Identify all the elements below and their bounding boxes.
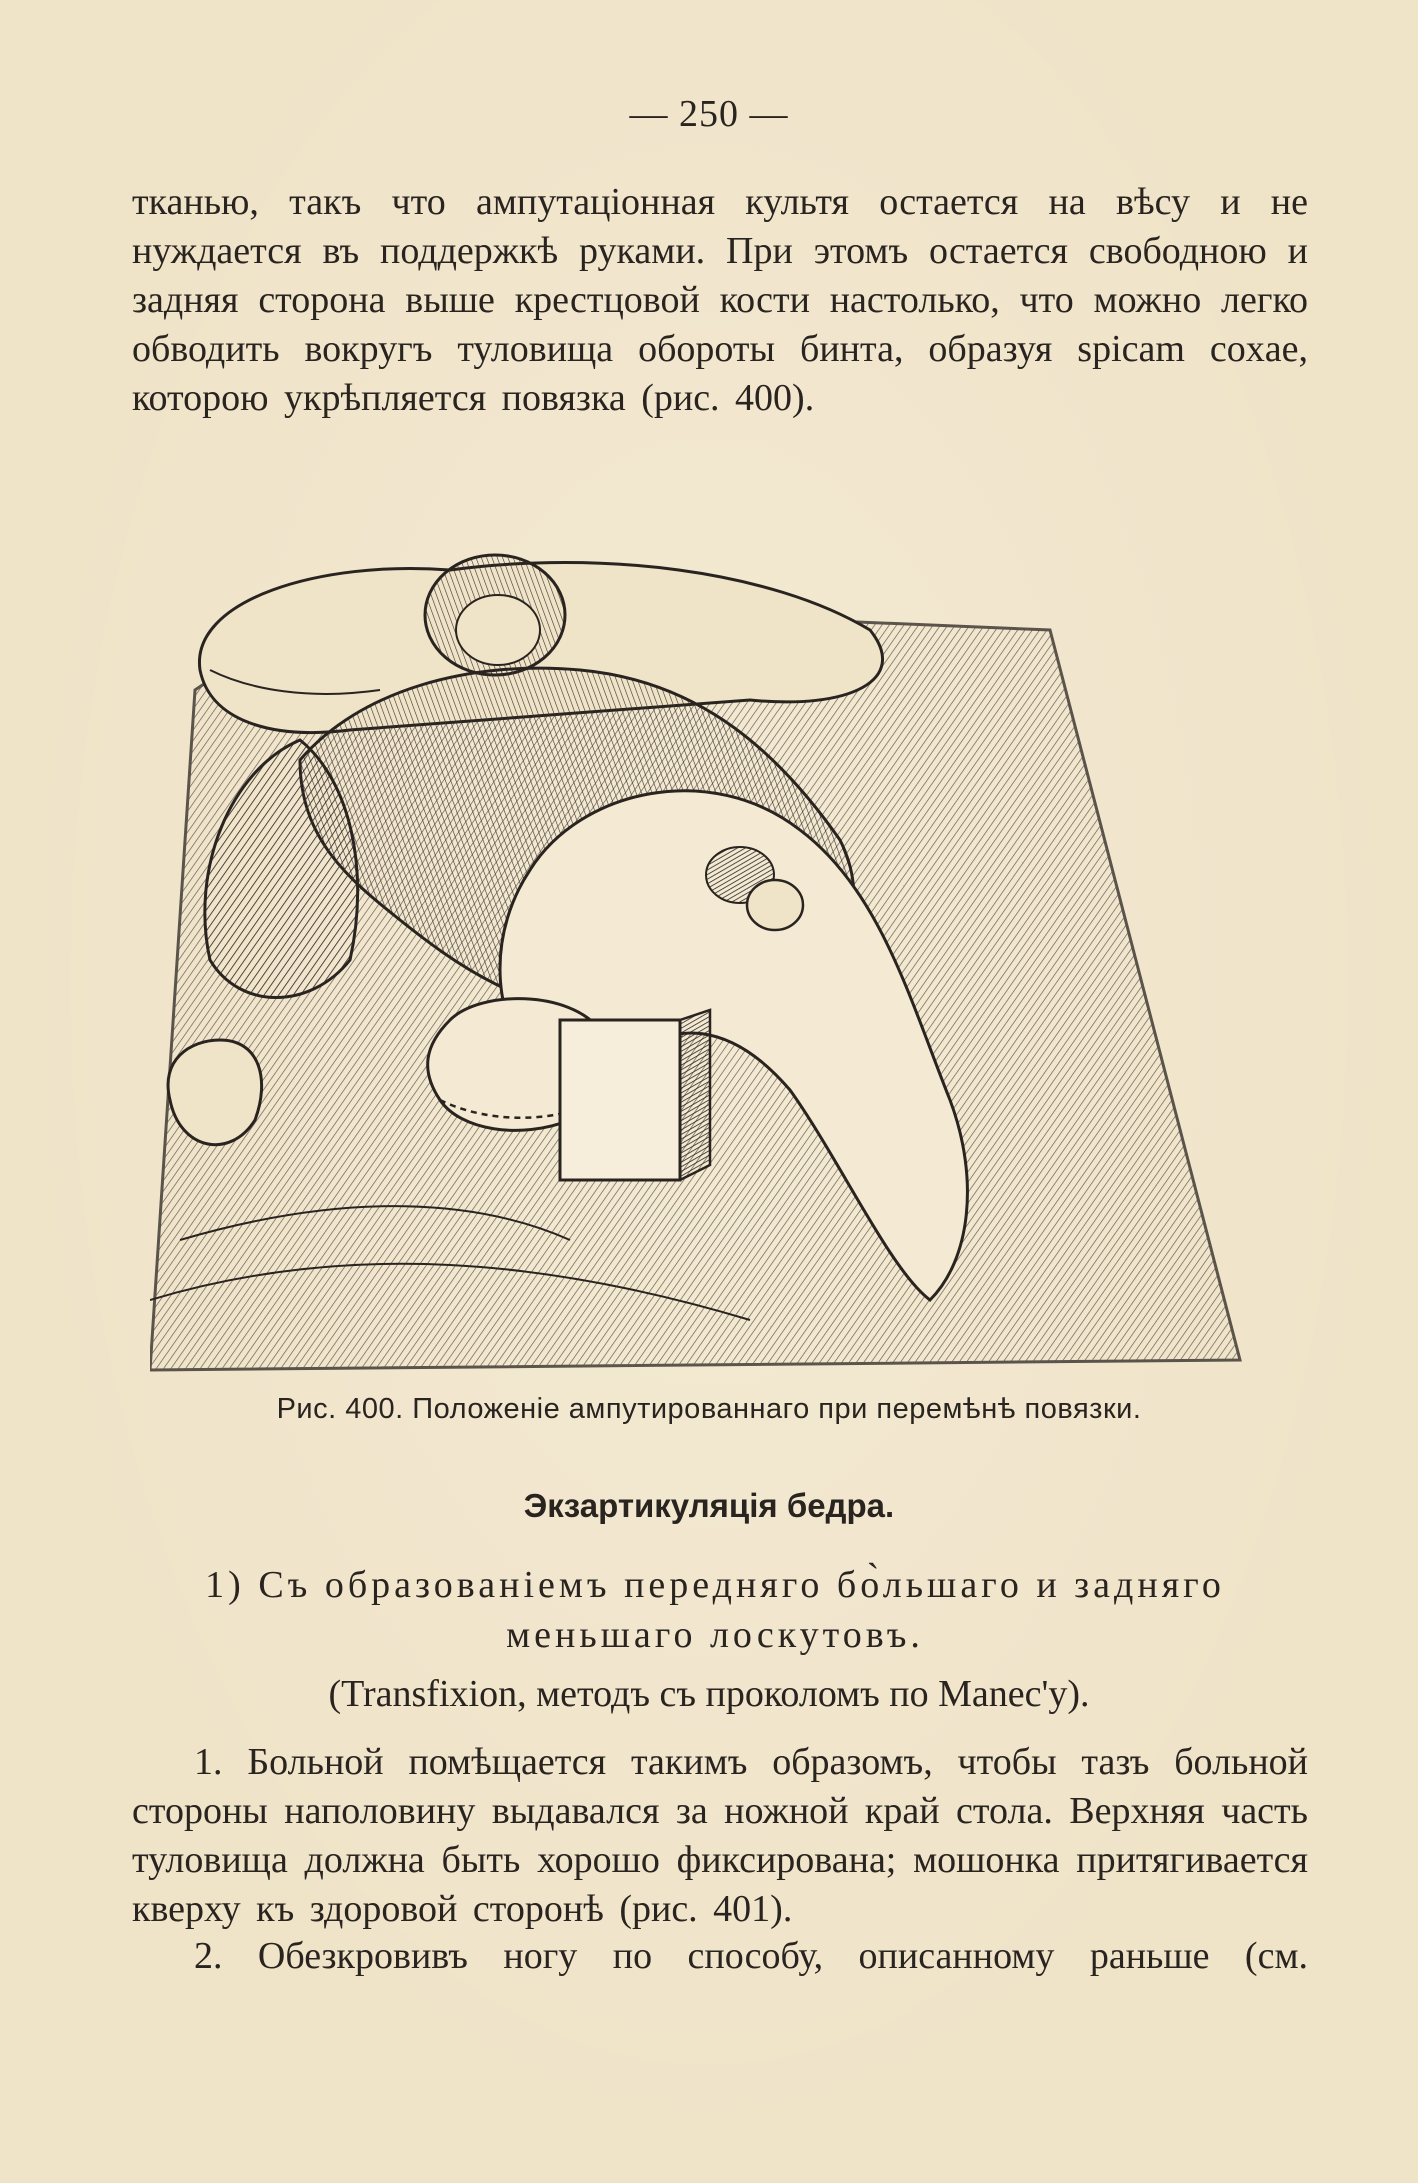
body-paragraph-2: 1. Больной помѣщается такимъ образомъ, чтобы тазъ больной стороны наполовину выдавался за ножной край стола. Верхняя часть туловища должна быть хорошо фиксирована; мошонка притягивается кверху къ здоровой сторонѣ (рис. 401). [132, 1741, 1308, 1930]
page-number: — 250 — [629, 93, 789, 135]
section-subheading: 1) Съ образованіемъ передняго бо̀льшаго и задняго меньшаго лоскутовъ. [205, 1564, 1225, 1656]
figure-caption: Рис. 400. Положеніе ампутированнаго при перемѣнѣ повязки. [276, 1393, 1142, 1425]
hand [168, 1040, 262, 1145]
method-line: (Transfixion, методъ съ проколомъ по Manec'y). [328, 1673, 1090, 1715]
body-paragraph-3: 2. Обезкровивъ ногу по способу, описанному раньше (см. [194, 1935, 1308, 1977]
body-paragraph-1: тканью, такъ что ампутаціонная культя остается на вѣсу и не нуждается въ поддержкѣ руками. При этомъ остается свободною и задняя сторона выше крестцовой кости настолько, что можно легко обводить вокругъ туловища обороты бинта, образуя spicam coxae, которою укрѣпляется повязка (рис. 400). [132, 181, 1308, 419]
figure-illustration [150, 540, 1250, 1380]
engraving-illustration [150, 540, 1250, 1380]
support-block [560, 1020, 680, 1180]
section-heading: Экзартикуляція бедра. [523, 1487, 895, 1524]
